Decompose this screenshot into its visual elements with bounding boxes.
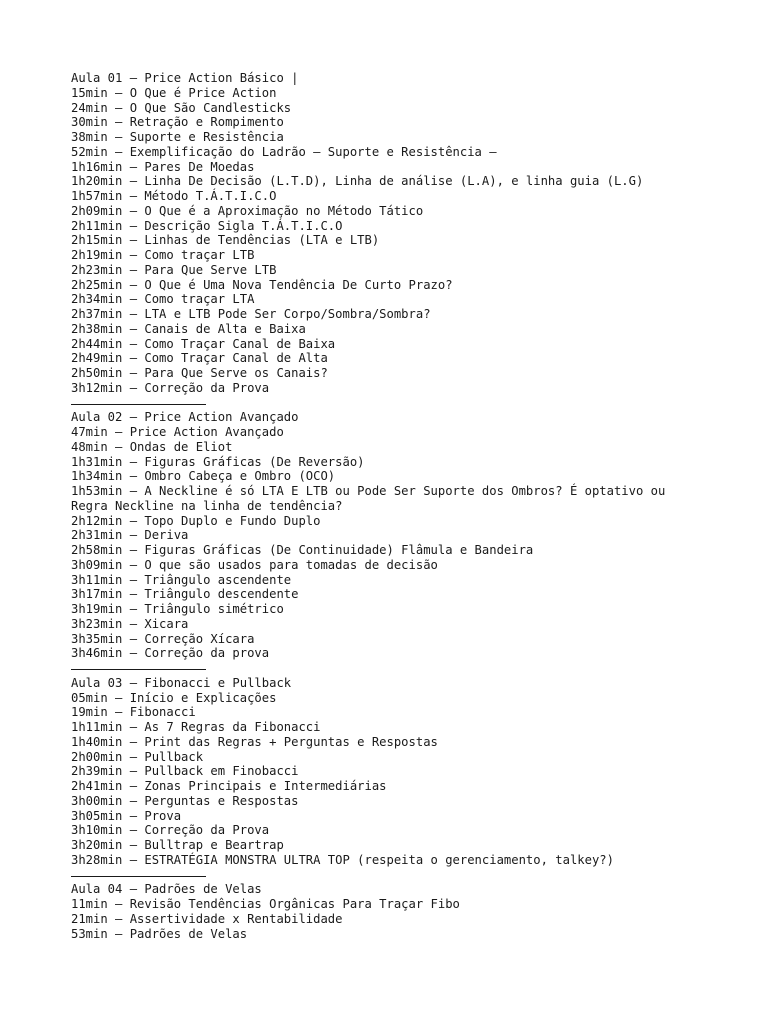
timestamp-line: 2h09min – O Que é a Aproximação no Método Tático [71,203,424,218]
document-page [71,71,691,941]
section-divider [71,661,691,676]
timestamp-line: 21min – Assertividade x Rentabilidade [71,911,343,926]
timestamp-line: 1h16min – Pares De Moedas [71,159,255,174]
timestamp-line: 2h49min – Como Traçar Canal de Alta [71,351,328,366]
section-heading: Aula 01 – Price Action Básico | [71,71,299,85]
timestamp-line: 3h19min – Triângulo simétrico [71,602,284,616]
timestamp-line: 3h23min – Xicara [71,616,189,631]
timestamp-line: 2h23min – Para Que Serve LTB [71,262,277,277]
timestamp-line: 48min – Ondas de Eliot [71,439,233,454]
section-heading: Aula 03 – Fibonacci e Pullback [71,675,292,690]
timestamp-line: 2h41min – Zonas Principais e Intermediárias [71,779,387,793]
timestamp-line: 3h05min – Prova [71,808,182,823]
timestamp-line: 3h20min – Bulltrap e Beartrap [71,838,284,852]
timestamp-line: 2h15min – Linhas de Tendências (LTA e LTB) [71,233,380,248]
timestamp-line: 3h11min – Triângulo ascendente [71,572,292,587]
section-aula-01 [71,71,691,396]
timestamp-line: 1h57min – Método T.Á.T.I.C.O [71,189,277,203]
timestamp-line: 3h09min – O que são usados para tomadas de decisão [71,557,438,572]
timestamp-line: 2h44min – Como Traçar Canal de Baixa [71,336,336,351]
timestamp-line: 3h12min – Correção da Prova [71,380,270,395]
section-heading: Aula 02 – Price Action Avançado [71,410,299,425]
timestamp-line: 3h00min – Perguntas e Respostas [71,793,299,808]
timestamp-line: 1h34min – Ombro Cabeça e Ombro (OCO) [71,469,336,484]
timestamp-line: 38min – Suporte e Resistência [71,130,284,144]
timestamp-line: 2h34min – Como traçar LTA [71,292,255,307]
timestamp-line: 3h35min – Correção Xícara [71,631,255,646]
timestamp-line: 2h19min – Como traçar LTB [71,248,255,262]
timestamp-line: 05min – Início e Explicações [71,690,277,705]
timestamp-line: 2h39min – Pullback em Finobacci [71,764,299,779]
timestamp-line: 19min – Fibonacci [71,705,196,720]
timestamp-line: 3h10min – Correção da Prova [71,823,270,838]
timestamp-line: 2h38min – Canais de Alta e Baixa [71,321,306,336]
timestamp-line: 3h17min – Triângulo descendente [71,587,299,602]
timestamp-line: 24min – O Que São Candlesticks [71,100,292,115]
timestamp-line: 52min – Exemplificação do Ladrão – Suporte e Resistência – [71,144,497,159]
section-aula-04 [71,882,691,941]
timestamp-line: 2h31min – Deriva [71,528,189,543]
timestamp-line: 2h25min – O Que é Uma Nova Tendência De Curto Prazo? [71,277,453,292]
timestamp-line: 2h37min – LTA e LTB Pode Ser Corpo/Sombra/Sombra? [71,307,431,321]
timestamp-line: 2h00min – Pullback [71,749,204,764]
timestamp-line: 1h53min – A Neckline é só LTA E LTB ou Pode Ser Suporte dos Ombros? É optativo ou Regra Neckline na linha de tendência? [71,484,673,513]
timestamp-line: 3h46min – Correção da prova [71,646,270,661]
timestamp-line: 2h58min – Figuras Gráficas (De Continuidade) Flâmula e Bandeira [71,543,534,557]
section-divider [71,868,691,883]
timestamp-line: 30min – Retração e Rompimento [71,115,284,130]
timestamp-line: 11min – Revisão Tendências Orgânicas Para Traçar Fibo [71,897,460,911]
section-aula-03 [71,676,691,868]
timestamp-line: 1h31min – Figuras Gráficas (De Reversão) [71,454,365,469]
timestamp-line: 2h50min – Para Que Serve os Canais? [71,366,328,380]
timestamp-line: 15min – O Que é Price Action [71,85,277,100]
timestamp-line: 3h28min – ESTRATÉGIA MONSTRA ULTRA TOP (respeita o gerenciamento, talkey?) [71,852,614,867]
section-aula-02 [71,410,691,661]
timestamp-line: 2h11min – Descrição Sigla T.Á.T.I.C.O [71,218,343,233]
timestamp-line: 1h20min – Linha De Decisão (L.T.D), Linha de análise (L.A), e linha guia (L.G) [71,174,644,189]
section-divider [71,396,691,411]
timestamp-line: 2h12min – Topo Duplo e Fundo Duplo [71,513,321,528]
timestamp-line: 47min – Price Action Avançado [71,425,284,439]
timestamp-line: 1h40min – Print das Regras + Perguntas e Respostas [71,734,438,749]
timestamp-line: 53min – Padrões de Velas [71,926,248,941]
section-heading: Aula 04 – Padrões de Velas [71,882,262,897]
timestamp-line: 1h11min – As 7 Regras da Fibonacci [71,720,321,734]
